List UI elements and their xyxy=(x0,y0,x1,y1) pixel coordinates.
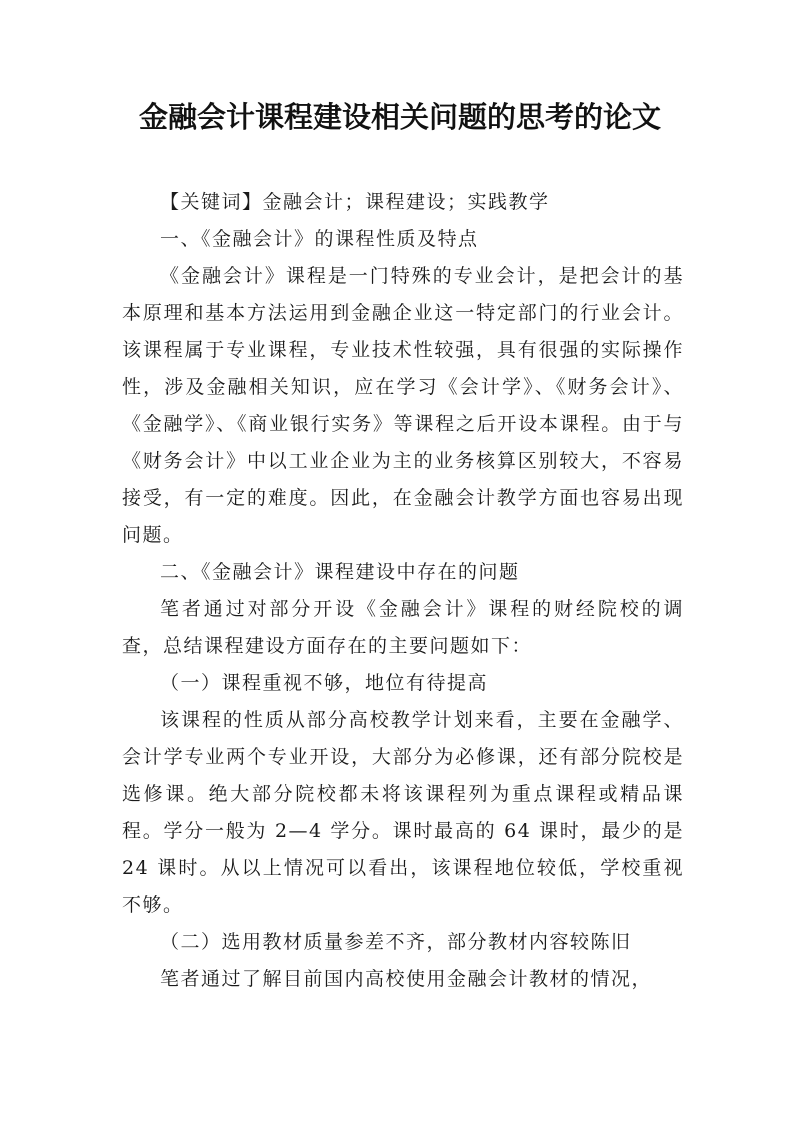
document-body xyxy=(122,184,684,998)
subsection-heading-1: （一）课程重视不够，地位有待提高 xyxy=(160,672,489,694)
keywords-line: 【关键词】金融会计；课程建设；实践教学 xyxy=(160,191,550,213)
section-heading-1: 一、《金融会计》的课程性质及特点 xyxy=(160,228,479,250)
subsection-heading-2: （二）选用教材质量参差不齐，部分教材内容较陈旧 xyxy=(160,931,632,953)
paragraph-course-nature: 《金融会计》课程是一门特殊的专业会计，是把会计的基本原理和基本方法运用到金融企业这一特定部门的行业会计。该课程属于专业课程，专业技术性较强，具有很强的实际操作性，涉及金融相关知识，应在学习《会计学》、《财务会计》、《金融学》、《商业银行实务》等课程之后开设本课程。由于与《财务会计》中以工业企业为主的业务核算区别较大，不容易接受，有一定的难度。因此，在金融会计教学方面也容易出现问题。 xyxy=(122,265,684,546)
paragraph-textbooks: 笔者通过了解目前国内高校使用金融会计教材的情况， xyxy=(160,968,653,990)
section-heading-2: 二、《金融会计》课程建设中存在的问题 xyxy=(160,561,520,583)
paragraph-course-status: 该课程的性质从部分高校教学计划来看，主要在金融学、会计学专业两个专业开设，大部分为必修课，还有部分院校是选修课。绝大部分院校都未将该课程列为重点课程或精品课程。学分一般为 2—4 学分。课时最高的 64 课时，最少的是 24 课时。从以上情况可以看出，该课程地位较低，学校重视不够。 xyxy=(122,709,684,916)
paragraph-survey-intro: 笔者通过对部分开设《金融会计》课程的财经院校的调查，总结课程建设方面存在的主要问题如下： xyxy=(122,598,684,657)
document-title: 金融会计课程建设相关问题的思考的论文 xyxy=(138,100,661,134)
